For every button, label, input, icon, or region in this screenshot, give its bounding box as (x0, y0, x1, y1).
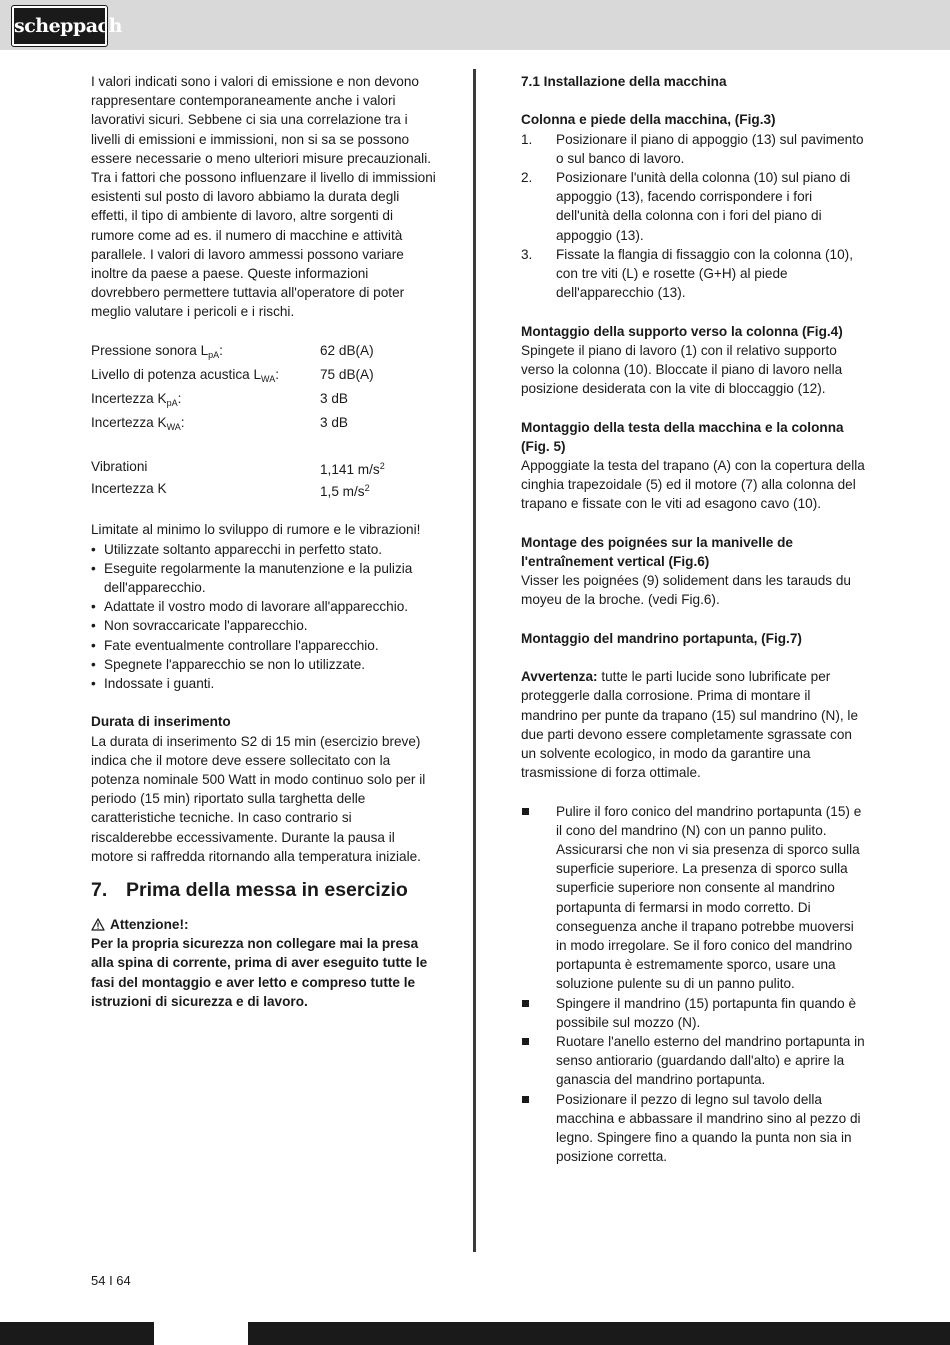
page-number: 54 I 64 (91, 1273, 131, 1288)
footer-bar (248, 1322, 950, 1345)
list-item (521, 168, 866, 245)
chuck-heading: Montaggio del mandrino portapunta, (Fig.7) (521, 630, 802, 646)
list-item: • Fate eventualmente controllare l'apparecchio. (91, 636, 436, 655)
noise-sub: WA (261, 374, 276, 385)
noise-sub: WA (166, 422, 181, 433)
noise-value: 3 dB (320, 391, 348, 407)
step-text: Posizionare l'unità della colonna (10) sul piano di appoggio (13), facendo corrispondere i fori dell'unità della colonna con i fori del piano di appoggio (13). (556, 170, 851, 243)
section-number: 7. (91, 879, 108, 902)
duty-text: La durata di inserimento S2 di 15 min (esercizio breve) indica che il motore deve essere sollecitato con la potenza nominale 500 Watt in modo continuo solo per il periodo (15 min) riportato sulla targhetta delle caratteristiche tecniche. In caso contrario si riscalderebbe eccessivamente. Durante la pausa il motore si raffredda ritornando alla temperatura iniziale. (91, 733, 426, 864)
limit-text: Limitate al minimo lo sviluppo di rumore e le vibrazioni! (91, 522, 421, 538)
note-text: tutte le parti lucide sono lubrificate per proteggerle dalla corrosione. Prima di montare il mandrino per punte da trapano (15) sul mandrino (N), le due parti devono essere completamente sgrassate con un solvente ecologico, in modo da garantire una trasmissione di forza ottimale. (521, 669, 859, 781)
list-item: • Indossate i guanti. (91, 674, 436, 693)
section-title: Prima della messa in esercizio (126, 879, 408, 902)
noise-suffix: : (180, 415, 185, 431)
square-bullet-icon (522, 1096, 529, 1103)
square-bullet-icon (522, 808, 529, 815)
vibration-label: Incertezza K (91, 481, 167, 497)
list-item: • Spegnete l'apparecchio se non lo utilizzate. (91, 655, 436, 674)
vibration-row (91, 457, 436, 479)
left-column (91, 72, 436, 1011)
list-item (521, 245, 866, 303)
list-item (521, 1090, 866, 1167)
noise-label: Livello di potenza acustica L (91, 367, 262, 383)
noise-row (91, 365, 436, 389)
warning-title: Attenzione!: (110, 917, 189, 933)
noise-value: 3 dB (320, 415, 348, 431)
noise-suffix: : (275, 367, 279, 383)
noise-value: 62 dB(A) (320, 342, 374, 358)
step-text: Ruotare l'anello esterno del mandrino portapunta in senso antiorario (guardando dall'alto) e aprire la ganascia del mandrino portapunta. (556, 1034, 865, 1088)
vibration-label: Vibrationi (91, 458, 148, 474)
emission-intro: I valori indicati sono i valori di emissione e non devono rappresentare contemporaneamente anche i valori lavorativi sicuri. Sebbene ci sia una correlazione tra i livelli di emissioni e immissioni, non si sa se possono essere necessarie o meno ulteriori misure precauzionali. Tra i fattori che possono influenzare il livello di immissioni esistenti sul posto di lavoro abbiamo la durata degli effetti, il tipo di ambiente di lavoro, altre sorgenti di rumore come ad es. il numero di macchine e attività parallele. I valori di lavoro ammessi possono variare inoltre da paese a paese. Queste informazioni dovrebbero permettere tuttavia all'operatore di poter meglio valutare i pericoli e i rischi. (91, 74, 436, 320)
precaution-list (91, 540, 436, 694)
list-item (521, 130, 866, 168)
noise-label: Pressione sonora L (91, 342, 209, 358)
list-item: • Non sovraccaricate l'apparecchio. (91, 616, 436, 635)
step-number: 1. (521, 131, 533, 147)
noise-row (91, 413, 436, 437)
vibration-row (91, 479, 436, 501)
noise-suffix: : (219, 342, 223, 358)
header-bar (0, 0, 950, 50)
vibration-value: 1,141 m/s (320, 461, 380, 477)
step-text: Spingere il mandrino (15) portapunta fin quando è possibile sul mozzo (N). (556, 995, 857, 1030)
noise-label: Incertezza K (91, 415, 167, 431)
list-item (521, 994, 866, 1032)
note-label: Avvertenza: (521, 669, 598, 685)
noise-label: Incertezza K (91, 391, 167, 407)
square-bullet-icon (522, 1038, 529, 1045)
chuck-steps (521, 802, 866, 1167)
noise-sub: pA (166, 398, 178, 409)
footer-bar (0, 1322, 154, 1345)
noise-row (91, 389, 436, 413)
warning-triangle-icon (91, 918, 105, 931)
vibration-sup: 2 (364, 483, 370, 494)
section-heading (91, 877, 436, 903)
column-divider (473, 69, 476, 1252)
handles-text: Visser les poignées (9) solidement dans les tarauds du moyeu de la broche. (vedi Fig.6). (521, 573, 851, 608)
step-text: Posizionare il piano di appoggio (13) sul pavimento o sul banco di lavoro. (556, 131, 864, 166)
vibration-values (91, 457, 436, 501)
noise-row (91, 341, 436, 365)
vibration-value: 1,5 m/s (320, 484, 365, 500)
support-heading: Montaggio della supporto verso la colonna (Fig.4) (521, 323, 843, 339)
chuck-note (521, 667, 866, 782)
noise-value: 75 dB(A) (320, 367, 374, 383)
list-item: • Eseguite regolarmente la manutenzione e la pulizia dell'apparecchio. (91, 559, 436, 597)
noise-sub: pA (208, 349, 220, 360)
list-item (521, 1032, 866, 1090)
step-text: Posizionare il pezzo di legno sul tavolo della macchina e abbassare il mandrino sino al pezzo di legno. Spingere fino a quando la punta non sia in posizione corretta. (556, 1091, 861, 1165)
install-heading: 7.1 Installazione della macchina (521, 74, 727, 89)
step-number: 3. (521, 246, 533, 262)
list-item: • Adattate il vostro modo di lavorare all'apparecchio. (91, 597, 436, 616)
head-text: Appoggiate la testa del trapano (A) con la copertura della cinghia trapezoidale (5) ed il motore (7) alla colonna del trapano e fissate con le viti ad esagono cavo (10). (521, 458, 865, 512)
support-text: Spingete il piano di lavoro (1) con il relativo supporto verso la colonna (10). Bloccate il piano di lavoro nella posizione desiderata con la vite di bloccaggio (12). (521, 342, 843, 397)
list-item: • Utilizzate soltanto apparecchi in perfetto stato. (91, 540, 436, 559)
square-bullet-icon (522, 1000, 529, 1007)
handles-heading: Montage des poignées sur la manivelle de l'entraînement vertical (Fig.6) (521, 534, 793, 570)
step-text: Fissate la flangia di fissaggio con la colonna (10), con tre viti (L) e rosette (G+H) al piede dell'apparecchio (13). (556, 246, 853, 301)
noise-suffix: : (177, 391, 182, 407)
brand-logo: scheppach (12, 6, 107, 46)
warning-heading (91, 915, 436, 934)
vibration-sup: 2 (379, 460, 385, 471)
column-steps (521, 130, 866, 303)
noise-values (91, 341, 436, 438)
warning-text: Per la propria sicurezza non collegare mai la presa alla spina di corrente, prima di aver eseguito tutte le fasi del montaggio e aver letto e compreso tutte le istruzioni di sicurezza e di lavoro. (91, 936, 428, 1009)
list-item (521, 802, 866, 994)
right-column (521, 72, 866, 1166)
step-number: 2. (521, 170, 533, 185)
duty-heading: Durata di inserimento (91, 714, 231, 730)
column-heading: Colonna e piede della macchina, (Fig.3) (521, 112, 776, 128)
head-heading: Montaggio della testa della macchina e la colonna (Fig. 5) (521, 419, 844, 454)
step-text: Pulire il foro conico del mandrino portapunta (15) e il cono del mandrino (N) con un panno pulito. Assicurarsi che non vi sia presenza di sporco sulla superficie superiore. La presenza di sporco sulla superficie superiore non consente al mandrino portapunta di fermarsi in modo corretto. Di conseguenza anche il trapano potrebbe muoversi in modo irregolare. Se il foro conico del mandrino portapunta è estremamente sporco, usare una soluzione pulente su di un panno pulito. (556, 803, 862, 992)
